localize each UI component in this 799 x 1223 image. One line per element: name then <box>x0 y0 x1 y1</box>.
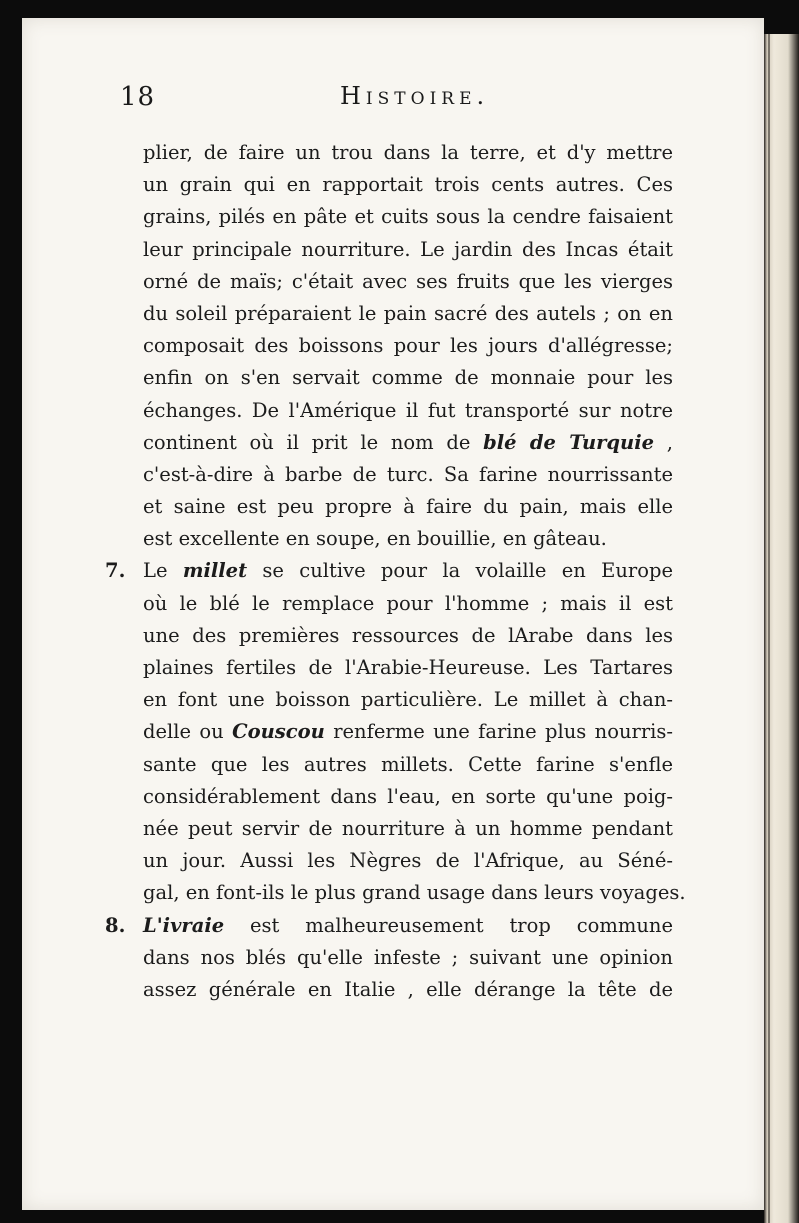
line-text: née peut servir de nourriture à un homme pendant <box>143 816 673 840</box>
text-line <box>143 427 673 459</box>
line-text: du soleil préparaient le pain sacré des autels ; on en <box>143 301 673 325</box>
italic-term: Couscou <box>232 720 325 744</box>
text-line <box>143 459 673 491</box>
text-line <box>143 845 673 877</box>
line-text: un grain qui en rapportait trois cents autres. Ces <box>143 173 673 197</box>
text-line <box>143 298 673 330</box>
line-text: composait des boissons pour les jours d'allégresse; <box>143 334 673 358</box>
text-line <box>143 684 673 716</box>
line-text: continent où il prit le nom de <box>143 430 484 454</box>
line-text: se cultive pour la volaille en Europe <box>247 559 673 583</box>
line-text: est malheureusement trop commune <box>224 913 673 937</box>
line-text: une des premières ressources de lArabe dans les <box>143 623 673 647</box>
line-text: grains, pilés en pâte et cuits sous la cendre faisaient <box>143 205 673 229</box>
line-text: enfin on s'en servait comme de monnaie pour les <box>143 366 673 390</box>
line-text: où le blé le remplace pour l'homme ; mais il est <box>143 591 673 615</box>
text-line <box>143 620 673 652</box>
text-line <box>143 813 673 845</box>
next-page-edge <box>764 34 799 1223</box>
line-text: échanges. De l'Amérique il fut transporté sur notre <box>143 398 673 422</box>
page-number: 18 <box>120 82 156 112</box>
text-line <box>143 974 673 1006</box>
line-text: c'est-à-dire à barbe de turc. Sa farine nourrissante <box>143 462 673 486</box>
line-text: plaines fertiles de l'Arabie-Heureuse. Les Tartares <box>143 656 673 679</box>
body-text <box>105 137 686 1006</box>
text-line <box>143 588 673 620</box>
line-text: delle ou <box>143 720 233 744</box>
text-line <box>143 266 673 298</box>
text-line <box>143 169 673 201</box>
running-head: Histoire. <box>340 82 490 110</box>
italic-term: L'ivraie <box>143 913 225 937</box>
text-line <box>143 330 673 362</box>
text-line <box>143 491 673 523</box>
item-number: 7. <box>105 559 126 583</box>
line-text: et saine est peu propre à faire du pain, mais elle <box>143 495 673 519</box>
line-text: orné de maïs; c'était avec ses fruits que les vierges <box>143 269 673 293</box>
line-text: est excellente en soupe, en bouillie, en gâteau. <box>143 527 607 551</box>
line-text: dans nos blés qu'elle infeste ; suivant une opinion <box>143 945 673 969</box>
line-text: assez générale en Italie , elle dérange la tête de <box>143 977 673 1001</box>
line-text: , <box>654 430 673 454</box>
line-text: renferme une farine plus nourris- <box>324 720 673 744</box>
text-line <box>105 910 673 942</box>
line-text: plier, de faire un trou dans la terre, et d'y mettre <box>143 141 673 164</box>
text-line <box>143 201 673 233</box>
line-text: en font une boisson particulière. Le millet à chan- <box>143 688 673 712</box>
text-line <box>143 362 673 394</box>
line-text: Le <box>143 559 183 583</box>
text-line <box>143 137 673 169</box>
line-text: considérablement dans l'eau, en sorte qu'une poig- <box>143 784 673 808</box>
text-line <box>143 652 673 684</box>
line-text: leur principale nourriture. Le jardin des Incas était <box>143 237 673 261</box>
text-line <box>143 234 673 266</box>
text-line <box>143 942 673 974</box>
line-text: gal, en font-ils le plus grand usage dans leurs voyages. <box>143 881 686 905</box>
italic-term: millet <box>182 559 248 583</box>
line-text: un jour. Aussi les Nègres de l'Afrique, au Séné- <box>143 849 673 873</box>
text-line <box>143 716 673 748</box>
text-line <box>143 749 673 781</box>
text-line <box>143 781 673 813</box>
text-line <box>105 555 673 587</box>
italic-term: blé de Turquie <box>483 430 655 454</box>
page-header <box>120 82 660 116</box>
item-number: 8. <box>105 913 126 937</box>
line-text: sante que les autres millets. Cette farine s'enfle <box>143 752 673 776</box>
text-line <box>143 877 686 909</box>
text-line <box>143 523 673 555</box>
text-line <box>143 395 673 427</box>
